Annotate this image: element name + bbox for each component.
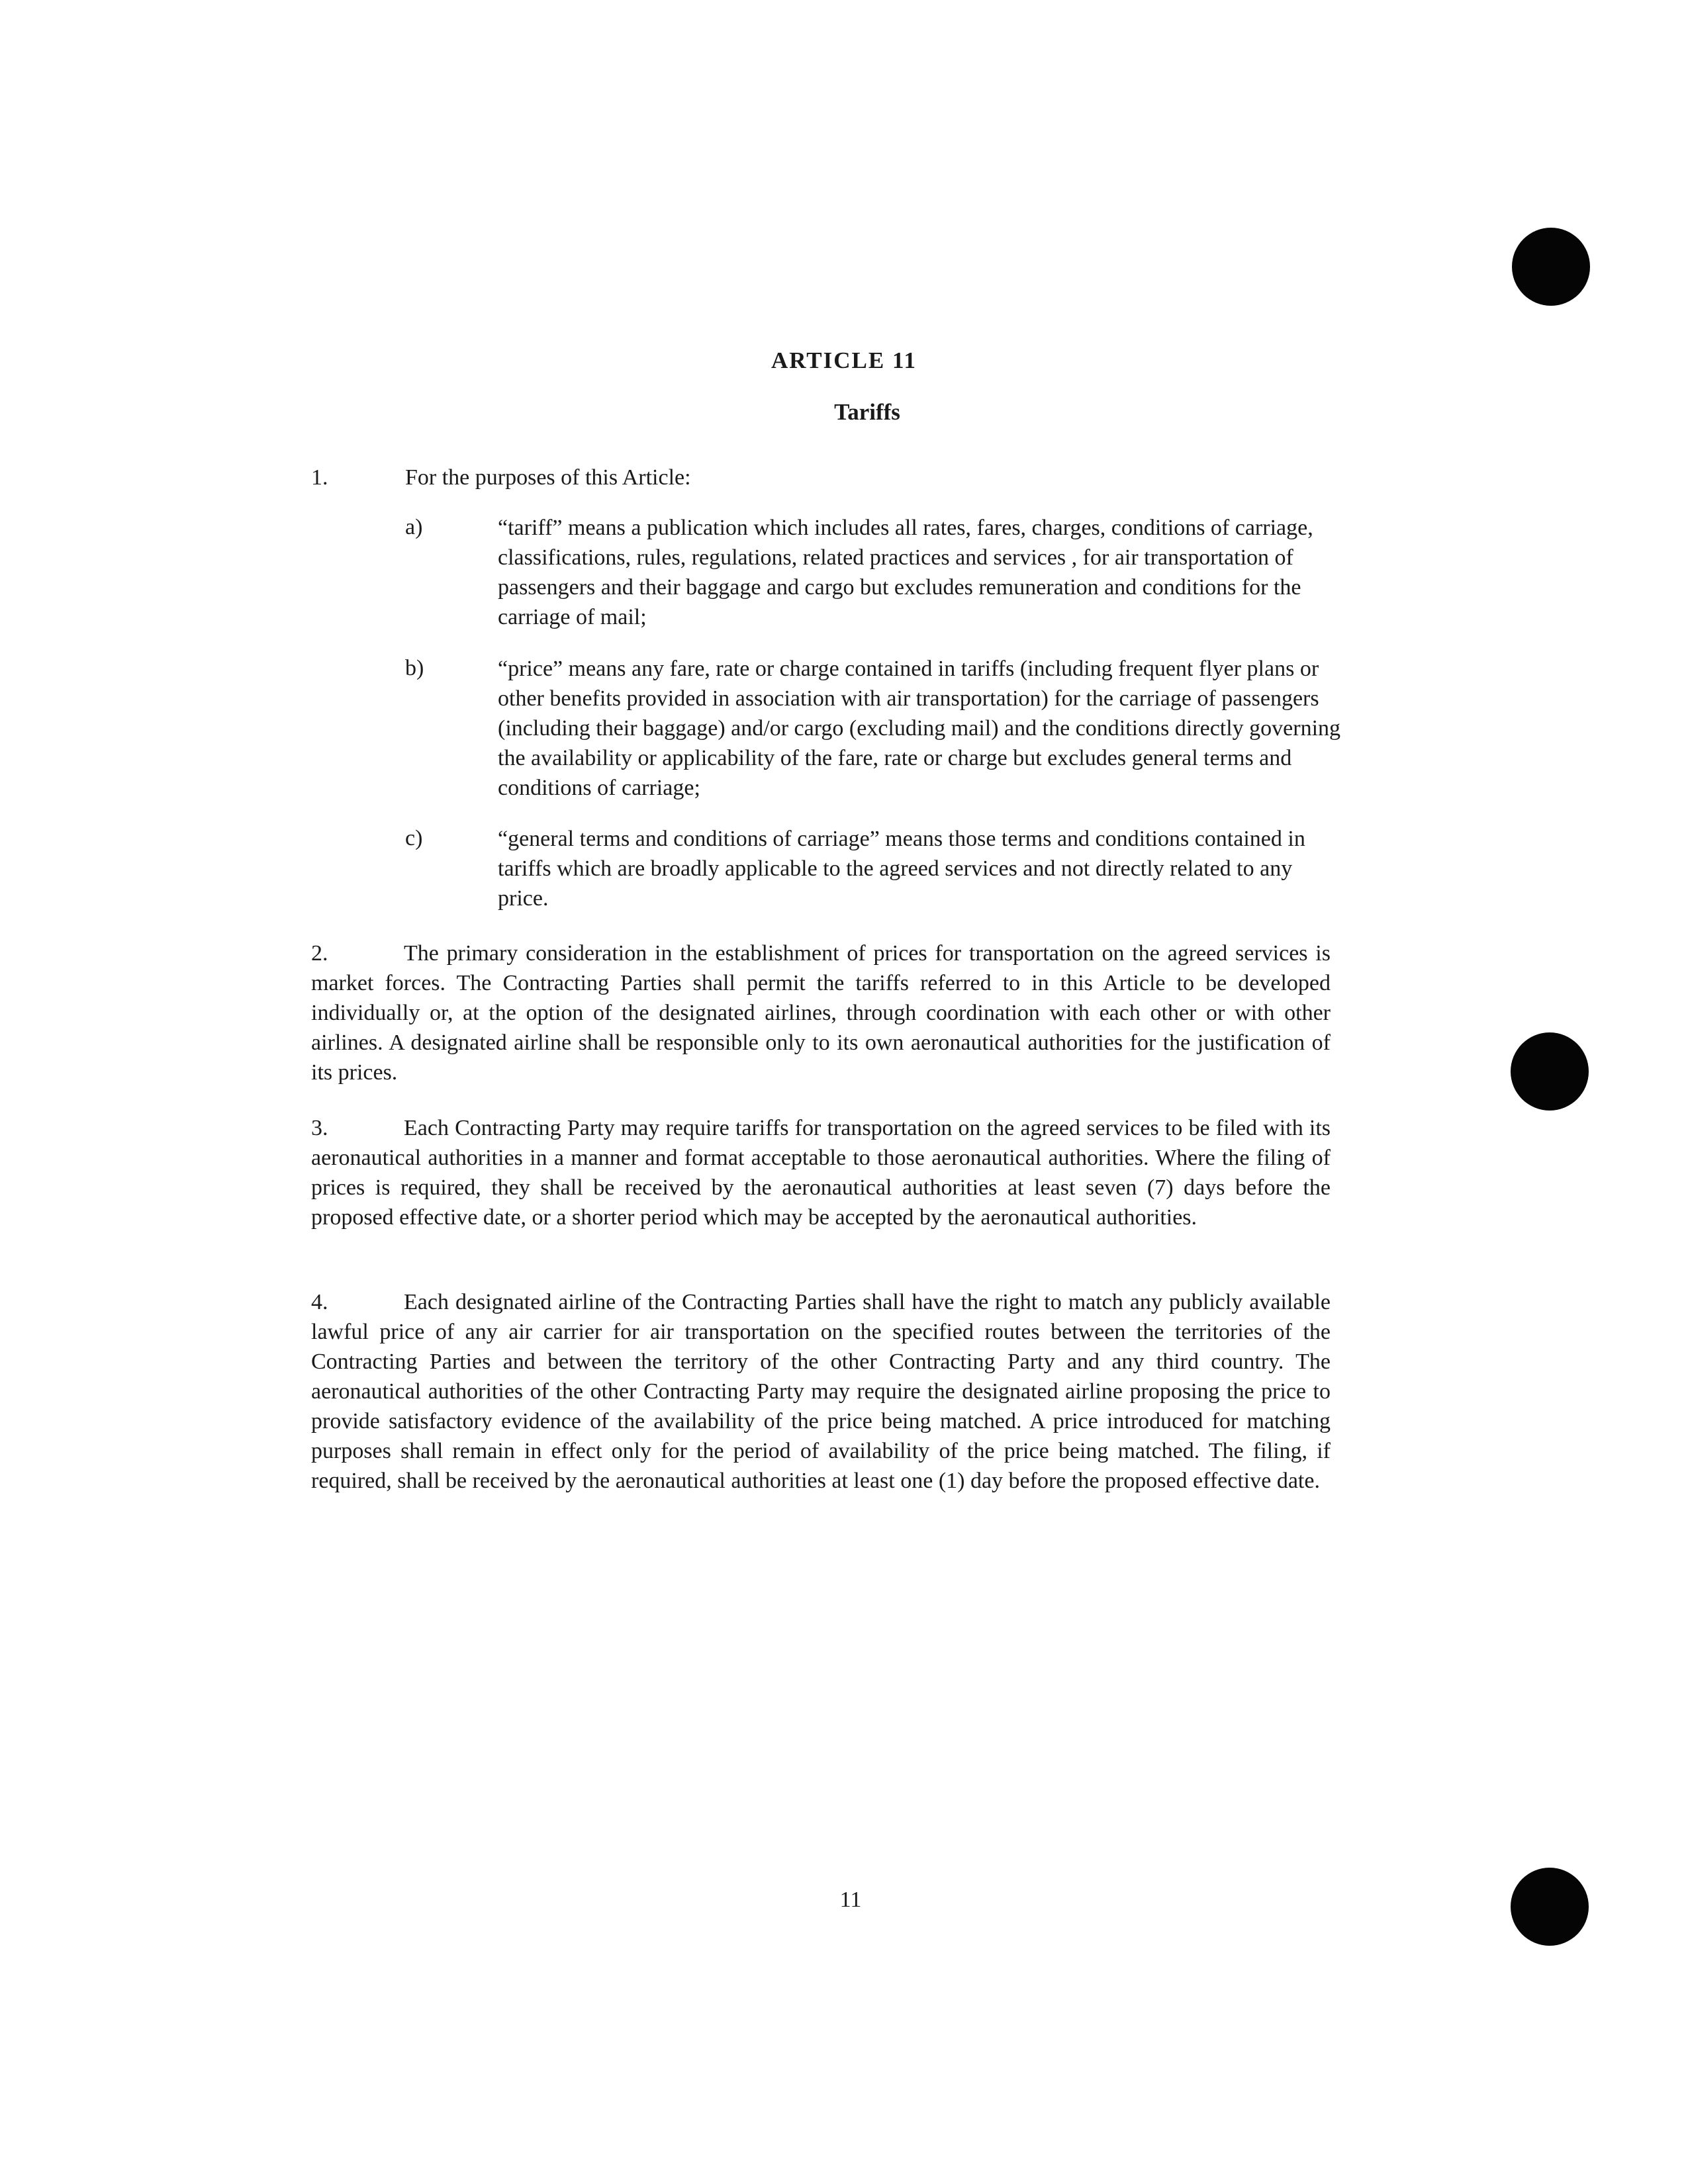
paragraph-3-number: 3.	[311, 1116, 328, 1140]
item-b-letter: b)	[405, 656, 424, 680]
paragraph-4	[311, 1287, 1331, 1496]
paragraph-2-text: The primary consideration in the establishment of prices for transportation on the agreed services is market forces. The Contracting Parties shall permit the tariffs referred to in this Article to be developed individually or, at the option of the designated airlines, through coordination with each other or with other airlines. A designated airline shall be responsible only to its own aeronautical authorities for the justification of its prices.	[311, 941, 1331, 1085]
punch-hole-middle	[1511, 1032, 1589, 1111]
paragraph-1-number: 1.	[311, 465, 328, 490]
paragraph-4-text: Each designated airline of the Contracting Parties shall have the right to match any publicly available lawful price of any air carrier for air transportation on the specified routes between the territories of the Contracting Parties and between the territory of the other Contracting Party and any third country. The aeronautical authorities of the other Contracting Party may require the designated airline proposing the price to provide satisfactory evidence of the availability of the price being matched. A price introduced for matching purposes shall remain in effect only for the period of availability of the price being matched. The filing, if required, shall be received by the aeronautical authorities at least one (1) day before the proposed effective date.	[311, 1290, 1331, 1493]
article-heading: ARTICLE 11	[771, 347, 917, 373]
paragraph-1-intro: For the purposes of this Article:	[405, 465, 691, 490]
item-a-letter: a)	[405, 515, 423, 539]
paragraph-3	[311, 1113, 1331, 1232]
paragraph-3-text: Each Contracting Party may require tariffs for transportation on the agreed services to be filed with its aeronautical authorities in a manner and format acceptable to those aeronautical authorities. Where the filing of prices is required, they shall be received by the aeronautical authorities at least seven (7) days before the proposed effective date, or a shorter period which may be accepted by the aeronautical authorities.	[311, 1116, 1331, 1230]
item-a-text: “tariff” means a publication which includes all rates, fares, charges, conditions of carriage, classifications, rules, regulations, related practices and services , for air transportation of passengers and their baggage and cargo but excludes remuneration and conditions for the carriage of mail;	[498, 516, 1313, 629]
paragraph-2	[311, 938, 1331, 1087]
item-b-text: “price” means any fare, rate or charge contained in tariffs (including frequent flyer plans or other benefits provided in association with air transportation) for the carriage of passengers (including their baggage) and/or cargo (excluding mail) and the conditions directly governing the availability or applicability of the fare, rate or charge but excludes general terms and conditions of carriage;	[498, 657, 1341, 800]
item-c-text: “general terms and conditions of carriage” means those terms and conditions contained in tariffs which are broadly applicable to the agreed services and not directly related to any price.	[498, 827, 1305, 911]
punch-hole-top	[1512, 228, 1590, 306]
paragraph-4-number: 4.	[311, 1290, 328, 1314]
page-number: 11	[839, 1888, 862, 1912]
article-title: Tariffs	[834, 399, 900, 425]
item-c-letter: c)	[405, 826, 423, 850]
paragraph-2-number: 2.	[311, 941, 328, 966]
